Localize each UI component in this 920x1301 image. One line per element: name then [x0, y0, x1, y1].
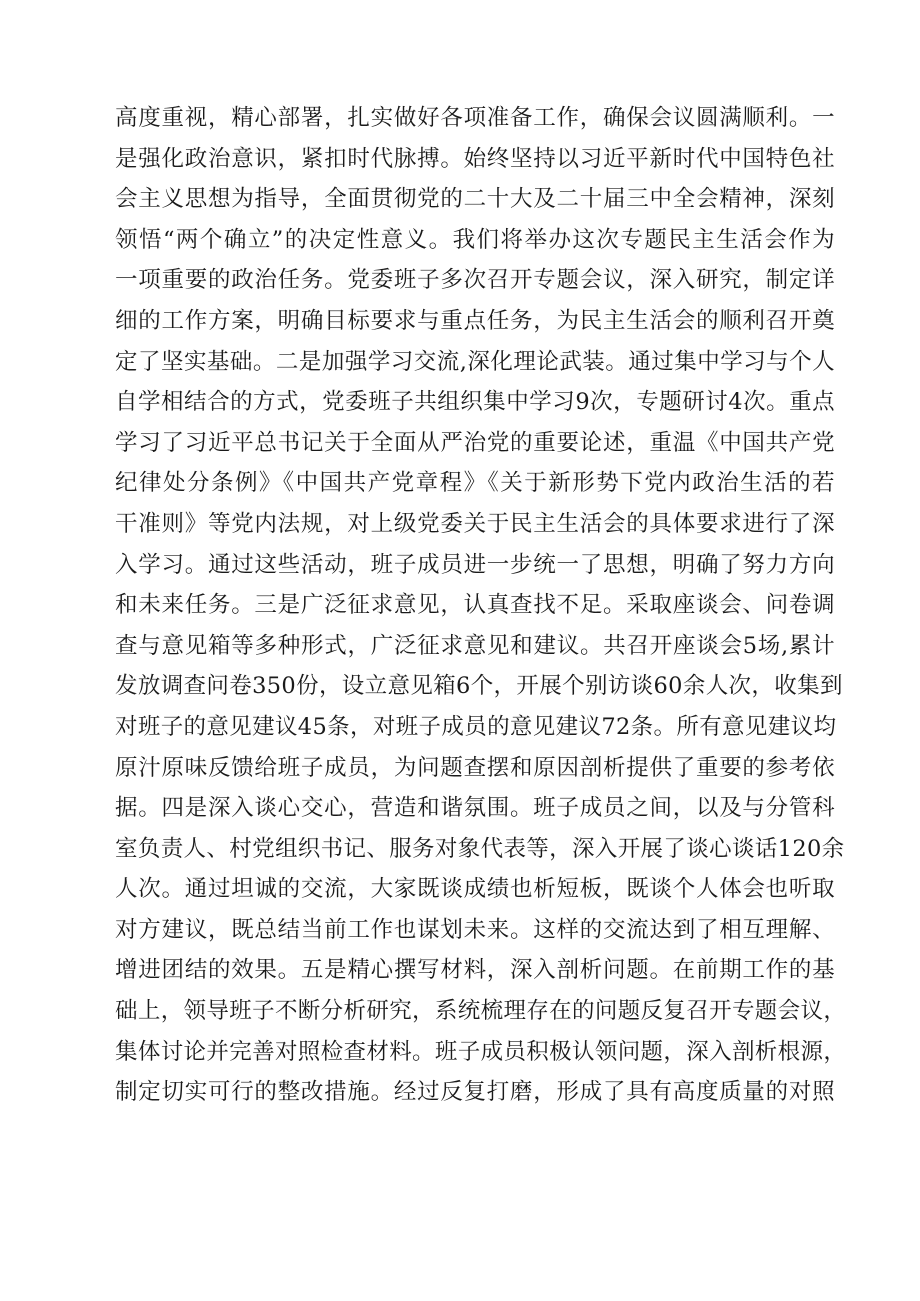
text-line: 室负责人、村党组织书记、服务对象代表等，深入开展了谈心谈话120余 — [115, 835, 845, 862]
text-line: 领悟“两个确立”的决定性意义。我们将举办这次专题民主生活会作为 — [115, 226, 835, 253]
text-line: 高度重视，精心部署，扎实做好各项准备工作，确保会议圆满顺利。一 — [115, 105, 835, 131]
text-line: 对班子的意见建议45条，对班子成员的意见建议72条。所有意见建议均 — [115, 713, 837, 740]
text-line: 对方建议，既总结当前工作也谋划未来。这样的交流达到了相互理解、 — [115, 916, 835, 943]
text-line: 会主义思想为指导，全面贯彻党的二十大及二十届三中全会精神，深刻 — [115, 186, 835, 213]
text-line: 制定切实可行的整改措施。经过反复打磨，形成了具有高度质量的对照 — [115, 1079, 835, 1106]
text-line: 据。四是深入谈心交心，营造和谐氛围。班子成员之间，以及与分管科 — [115, 795, 835, 822]
text-line: 础上，领导班子不断分析研究，系统梳理存在的问题反复召开专题会议， — [115, 998, 847, 1025]
text-line: 查与意见箱等多种形式，广泛征求意见和建议。共召开座谈会5场,累计 — [115, 632, 835, 659]
text-line: 发放调查问卷350份，设立意见箱6个，开展个别访谈60余人次，收集到 — [115, 673, 843, 700]
text-line: 学习了习近平总书记关于全面从严治党的重要论述，重温《中国共产党 — [115, 429, 835, 456]
text-line: 是强化政治意识，紧扣时代脉搏。始终坚持以习近平新时代中国特色社 — [115, 145, 835, 172]
text-line: 和未来任务。三是广泛征求意见，认真查找不足。采取座谈会、问卷调 — [115, 592, 835, 619]
text-line: 原汁原味反馈给班子成员，为问题查摆和原因剖析提供了重要的参考依 — [115, 754, 835, 781]
text-line: 增进团结的效果。五是精心撰写材料，深入剖析问题。在前期工作的基 — [115, 957, 835, 984]
text-line: 纪律处分条例》《中国共产党章程》《关于新形势下党内政治生活的若 — [115, 470, 835, 497]
text-line: 干准则》等党内法规，对上级党委关于民主生活会的具体要求进行了深 — [115, 510, 835, 537]
body-paragraph — [115, 98, 847, 1113]
text-line: 人次。通过坦诚的交流，大家既谈成绩也析短板，既谈个人体会也听取 — [115, 876, 835, 903]
text-line: 自学相结合的方式，党委班子共组织集中学习9次，专题研讨4次。重点 — [115, 389, 835, 416]
text-line: 集体讨论并完善对照检查材料。班子成员积极认领问题，深入剖析根源， — [115, 1038, 847, 1065]
text-line: 细的工作方案，明确目标要求与重点任务，为民主生活会的顺利召开奠 — [115, 307, 835, 334]
text-line: 定了坚实基础。二是加强学习交流,深化理论武装。通过集中学习与个人 — [115, 348, 835, 375]
text-line: 一项重要的政治任务。党委班子多次召开专题会议，深入研究，制定详 — [115, 267, 835, 294]
text-line: 入学习。通过这些活动，班子成员进一步统一了思想，明确了努力方向 — [115, 551, 835, 578]
